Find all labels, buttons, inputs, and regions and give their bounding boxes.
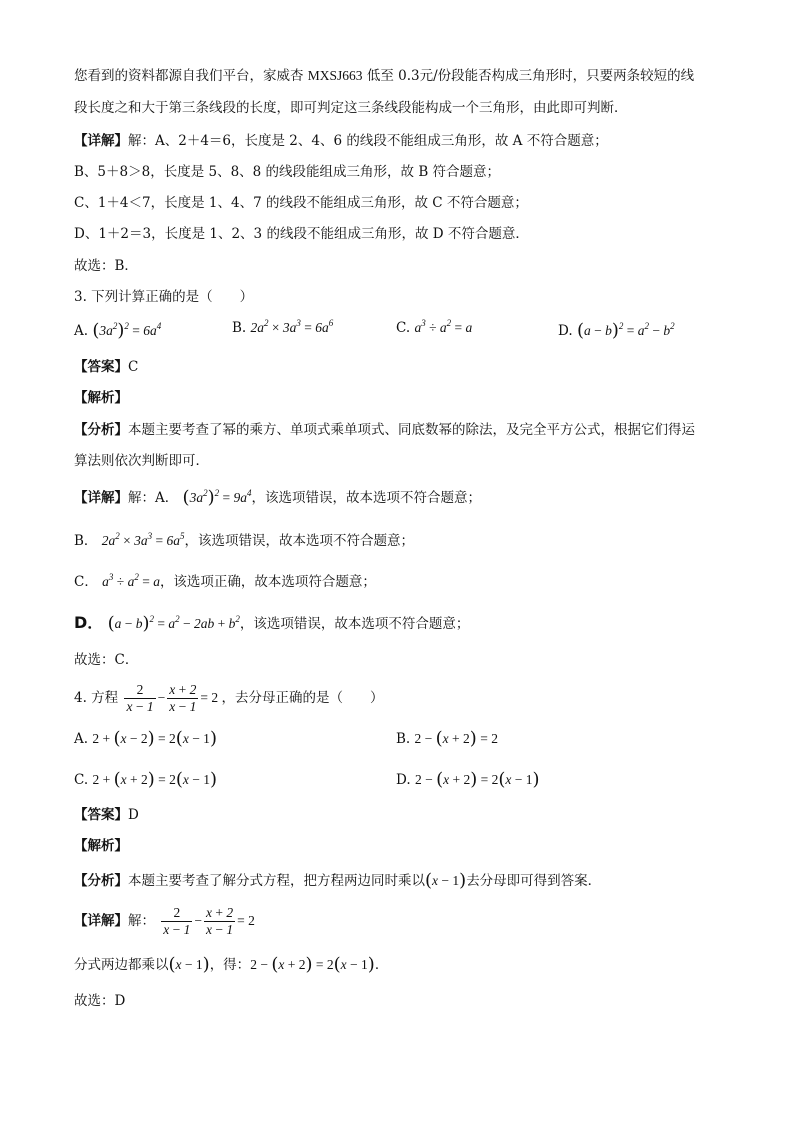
answer-value: D <box>128 807 139 823</box>
q3-option-d-formula: $(a - b)^2 = a^2 - b^2$ <box>576 320 675 341</box>
detail-d-post: ，该选项错误，故本选项不符合题意； <box>239 616 470 632</box>
q3-analysis-line-2: 算法则依次判断即可． <box>74 453 209 469</box>
q3-option-b <box>232 320 333 336</box>
q3-answer-line <box>74 357 138 377</box>
q4-stem <box>74 680 383 716</box>
q4-stem-pre: 4. 方程 <box>74 690 119 706</box>
answer-tag: 【答案】 <box>74 359 128 375</box>
intro-text: 您看到的资料都源自我们平台，家威杏 <box>74 68 308 84</box>
q4-option-b-label: B. <box>396 731 411 747</box>
detail-tag: 【详解】 <box>74 490 128 506</box>
q4-stem-post: ，去分母正确的是（ ） <box>221 690 384 706</box>
q3-option-c <box>396 320 472 336</box>
line2-post: ． <box>374 957 389 973</box>
q3-jiexi-tag: 【解析】 <box>74 390 128 406</box>
q3-analysis-line-1 <box>74 420 695 440</box>
line2-mid: ，得： <box>209 957 251 973</box>
detail-tag: 【详解】 <box>74 913 128 929</box>
q4-analysis <box>74 871 601 891</box>
line2-result: 2 − (x + 2) = 2(x − 1) <box>250 954 375 975</box>
q3-option-a <box>74 320 161 341</box>
q4-answer-line <box>74 805 139 825</box>
line2-factor: (x − 1) <box>168 954 210 975</box>
q3-choice: 故选：C． <box>74 652 139 668</box>
q3-detail-c-formula: $a^3 \div a^2 = a$ <box>102 572 160 589</box>
q3-detail-a <box>74 488 481 508</box>
q4-option-a <box>74 728 217 749</box>
detail-b-pre: B． <box>74 533 98 549</box>
q3-detail-d-formula: $(a - b)^2 = a^2 - 2ab + b^2$ <box>107 613 240 634</box>
q3-detail-b-formula: $2a^2 \times 3a^3 = 6a^5$ <box>101 531 185 548</box>
detail-tag: 【详解】 <box>74 133 128 149</box>
detail-a-post: ，该选项错误，故本选项不符合题意； <box>251 490 481 506</box>
platform-code: MXSJ663 <box>307 68 363 83</box>
q4-option-d <box>396 769 540 790</box>
detail-line-d: D、1＋2＝3，长度是 1、2、3 的线段不能组成三角形，故 D 不符合题意． <box>74 226 529 242</box>
q3-stem: 3. 下列计算正确的是（ ） <box>74 289 254 305</box>
intro-line-2: 段长度之和大于第三条线段的长度，即可判定这三条线段能构成一个三角形，由此即可判断． <box>74 100 628 116</box>
q4-option-a-label: A. <box>74 731 89 747</box>
line2-pre: 分式两边都乘以 <box>74 957 169 973</box>
q4-detail-equation: $\frac{2}{x - 1}$ − $\frac{x + 2}{x - 1}$ = 2 <box>163 905 255 938</box>
intro-line-1 <box>74 66 694 86</box>
analysis-formula: (x − 1) <box>425 870 467 891</box>
detail-line-b: B、5＋8＞8，长度是 5、8、8 的线段能组成三角形，故 B 符合题意； <box>74 164 501 180</box>
q3-option-c-formula: $a^3 \div a^2 = a$ <box>414 318 473 335</box>
q4-option-c-label: C. <box>74 772 89 788</box>
detail-a-pre: 解：A． <box>128 490 179 506</box>
q3-detail-b <box>74 531 414 551</box>
q3-option-a-label: A. <box>74 323 89 339</box>
q3-option-d-label: D. <box>558 323 573 339</box>
choice-line: 故选：B． <box>74 258 138 274</box>
q4-option-b-formula: 2 − (x + 2) = 2 <box>414 728 498 749</box>
detail-c-pre: C． <box>74 574 98 590</box>
q3-option-a-formula: $(3a^2)^2 = 6a^4$ <box>92 320 162 341</box>
q3-detail-a-formula: $(3a^2)^2 = 9a^4$ <box>182 487 252 508</box>
q4-option-d-formula: 2 − (x + 2) = 2(x − 1) <box>414 769 540 790</box>
detail-text: 解：A、2＋4＝6，长度是 2、4、6 的线段不能组成三角形，故 A 不符合题意； <box>128 133 608 149</box>
detail-b-post: ，该选项错误，故本选项不符合题意； <box>184 533 414 549</box>
q4-detail <box>74 902 255 940</box>
q3-option-b-label: B. <box>232 320 247 336</box>
q4-jiexi-tag: 【解析】 <box>74 838 128 854</box>
answer-tag: 【答案】 <box>74 807 128 823</box>
analysis-text: 本题主要考查了幂的乘方、单项式乘单项式、同底数幂的除法，及完全平方公式，根据它们得运 <box>128 422 695 438</box>
q4-detail-line-2 <box>74 955 388 975</box>
q4-choice: 故选：D <box>74 993 126 1009</box>
q3-option-c-label: C. <box>396 320 411 336</box>
analysis-tag: 【分析】 <box>74 873 128 889</box>
analysis-post: 去分母即可得到答案． <box>466 873 602 889</box>
answer-value: C <box>128 359 139 375</box>
q4-option-b <box>396 728 498 749</box>
q4-option-c <box>74 769 217 790</box>
q4-equation: $\frac{2}{x - 1}$ − $\frac{x + 2}{x - 1}$ = 2 <box>126 682 219 715</box>
q3-detail-d <box>74 613 469 634</box>
detail-line-c: C、1＋4＜7，长度是 1、4、7 的线段不能组成三角形，故 C 不符合题意； <box>74 195 528 211</box>
q3-detail-c <box>74 572 376 592</box>
detail-pre: 解： <box>128 913 155 929</box>
detail-line-a <box>74 131 608 151</box>
q4-option-a-formula: 2 + (x − 2) = 2(x − 1) <box>92 728 217 749</box>
q4-option-d-label: D. <box>396 772 411 788</box>
q3-option-d <box>558 320 675 341</box>
intro-text-cont: 低至 0.3元/份段能否构成三角形时，只要两条较短的线 <box>362 68 695 84</box>
detail-d-pre: D． <box>74 613 104 632</box>
detail-c-post: ，该选项正确，故本选项符合题意； <box>159 574 376 590</box>
analysis-tag: 【分析】 <box>74 422 128 438</box>
analysis-pre: 本题主要考查了解分式方程，把方程两边同时乘以 <box>128 873 425 889</box>
q4-option-c-formula: 2 + (x + 2) = 2(x − 1) <box>92 769 218 790</box>
q3-option-b-formula: $2a^2 \times 3a^3 = 6a^6$ <box>250 318 334 335</box>
